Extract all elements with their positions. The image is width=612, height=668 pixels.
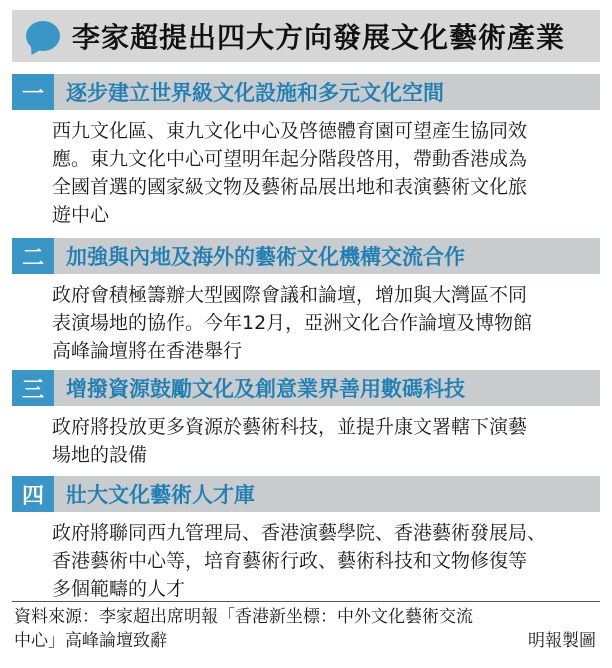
footer-divider — [12, 601, 600, 602]
section-number-badge: 二 — [12, 238, 54, 274]
section-body: 政府將聯同西九管理局、香港演藝學院、香港藝術發展局、 香港藝術中心等，培育藝術行政、藝術科技和文物修復等 多個範疇的人才 — [52, 522, 547, 600]
section-number-badge: 三 — [12, 370, 54, 406]
page-title: 李家超提出四大方向發展文化藝術產業 — [72, 21, 566, 54]
section-header — [12, 74, 600, 110]
section-body: 西九文化區、東九文化中心及啓德體育園可望產生協同效 應。東九文化中心可望明年起分階段啓用，帶動香港成為 全國首選的國家級文物及藝術品展出地和表演藝術文化旅 遊中心 — [52, 120, 528, 226]
section-heading: 壯大文化藝術人才庫 — [66, 483, 255, 507]
source-note: 資料來源：李家超出席明報「香港新坐標：中外文化藝術交流 中心」高峰論壇致辭 — [14, 607, 473, 651]
section-2 — [12, 238, 600, 365]
section-heading: 加強與內地及海外的藝術文化機構交流合作 — [66, 245, 465, 269]
section-number-badge: 四 — [12, 476, 54, 512]
section-header — [12, 476, 600, 512]
section-3 — [12, 370, 600, 469]
section-4 — [12, 476, 600, 603]
section-header — [12, 370, 600, 406]
section-body: 政府將投放更多資源於藝術科技，並提升康文署轄下演藝 場地的設備 — [52, 416, 528, 466]
section-heading: 逐步建立世界級文化設施和多元文化空間 — [66, 81, 444, 105]
section-header — [12, 238, 600, 274]
section-1 — [12, 74, 600, 229]
section-heading: 增撥資源鼓勵文化及創意業界善用數碼科技 — [66, 377, 465, 401]
section-number-badge: 一 — [12, 74, 54, 110]
speech-bubble-icon — [26, 21, 60, 51]
credit-label: 明報製圖 — [528, 631, 596, 651]
section-body: 政府會積極籌辦大型國際會議和論壇，增加與大灣區不同 表演場地的協作。今年12月，亞洲文化合作論壇及博物館 高峰論壇將在香港舉行 — [52, 284, 533, 362]
title-bar — [12, 10, 600, 62]
